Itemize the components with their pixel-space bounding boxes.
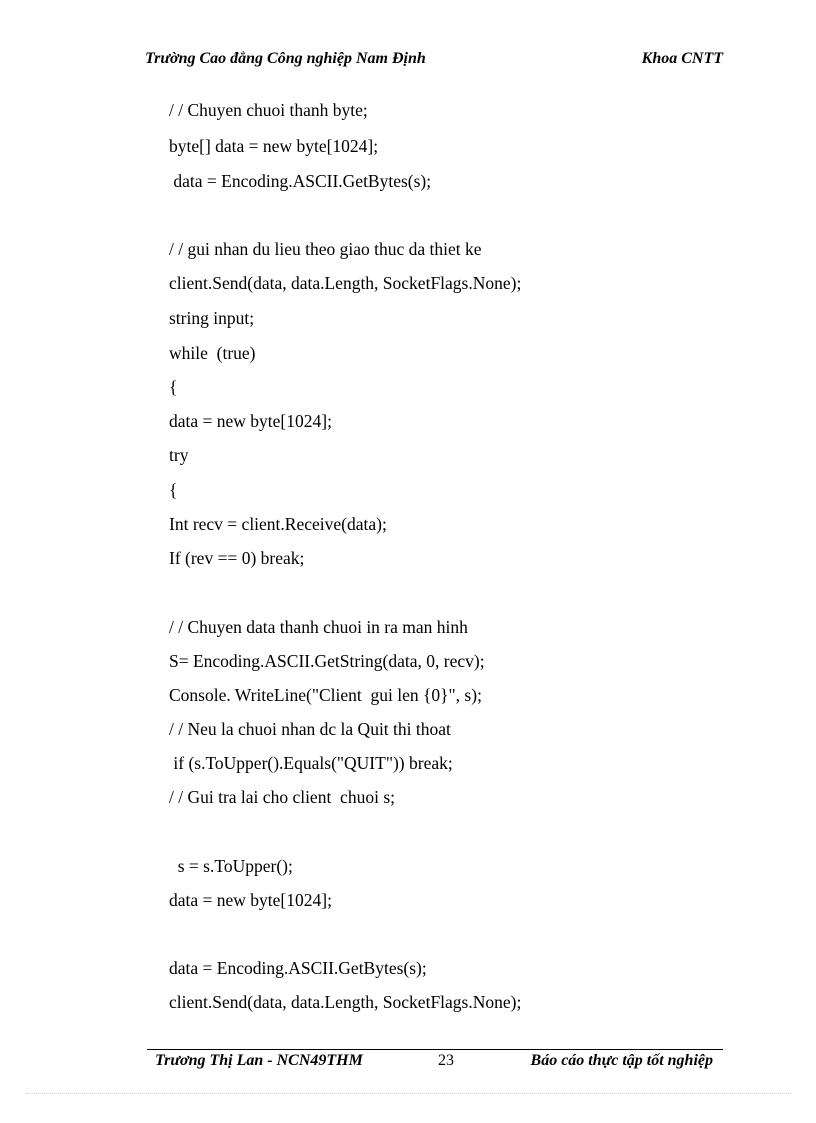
code-line: while (true): [169, 343, 256, 363]
page-footer: [147, 1052, 723, 1074]
code-line: data = Encoding.ASCII.GetBytes(s);: [169, 171, 432, 191]
code-line: string input;: [169, 308, 255, 328]
code-line: If (rev == 0) break;: [169, 548, 305, 568]
code-line: data = new byte[1024];: [169, 890, 332, 910]
code-line: byte[] data = new byte[1024];: [169, 136, 379, 156]
school-name: Trường Cao đẳng Công nghiệp Nam Định: [145, 50, 426, 67]
code-line: try: [169, 445, 189, 465]
page-number: 23: [438, 1052, 454, 1069]
code-line: s = s.ToUpper();: [169, 856, 293, 876]
code-line: client.Send(data, data.Length, SocketFlags.None);: [169, 273, 522, 293]
code-line: data = new byte[1024];: [169, 411, 332, 431]
page-edge-divider: [25, 1093, 791, 1094]
code-line: Console. WriteLine("Client gui len {0}", s);: [169, 685, 482, 705]
code-line: data = Encoding.ASCII.GetBytes(s);: [169, 958, 427, 978]
code-line: if (s.ToUpper().Equals("QUIT")) break;: [169, 753, 453, 773]
code-line: / / Chuyen data thanh chuoi in ra man hinh: [169, 617, 468, 637]
department-name: Khoa CNTT: [641, 50, 723, 67]
page-header: [145, 50, 723, 74]
code-line: / / Chuyen chuoi thanh byte;: [169, 100, 368, 120]
code-line: client.Send(data, data.Length, SocketFlags.None);: [169, 992, 522, 1012]
author-name: Trương Thị Lan - NCN49THM: [155, 1052, 363, 1069]
code-line: S= Encoding.ASCII.GetString(data, 0, recv);: [169, 651, 485, 671]
code-line: {: [169, 480, 178, 500]
footer-divider: [147, 1049, 723, 1050]
code-line: / / Gui tra lai cho client chuoi s;: [169, 787, 395, 807]
code-line: Int recv = client.Receive(data);: [169, 514, 387, 534]
report-title: Báo cáo thực tập tốt nghiệp: [530, 1052, 713, 1069]
code-line: {: [169, 377, 178, 397]
code-line: / / Neu la chuoi nhan dc la Quit thi thoat: [169, 719, 451, 739]
code-line: / / gui nhan du lieu theo giao thuc da thiet ke: [169, 239, 482, 259]
